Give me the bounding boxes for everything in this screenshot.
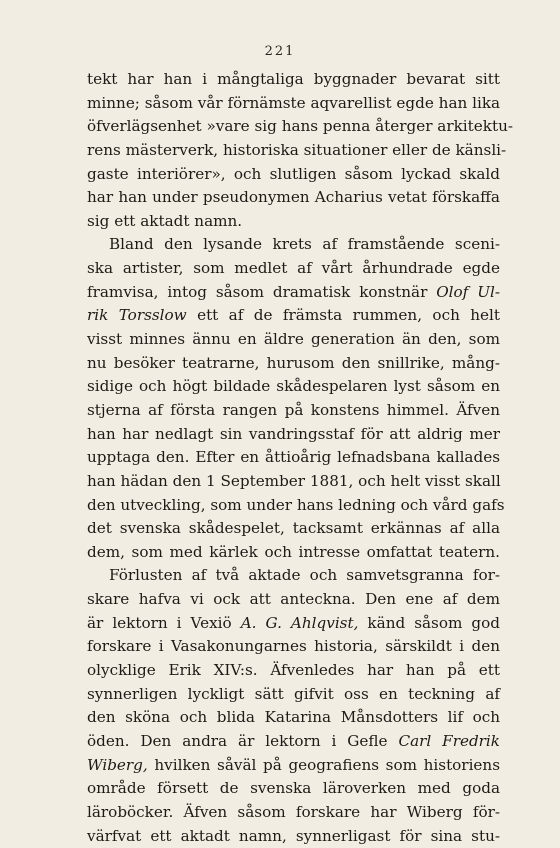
text-line <box>87 186 500 210</box>
text-line <box>87 163 500 187</box>
text-segment: det svenska skådespelet, tacksamt erkännas af alla <box>87 519 500 537</box>
text-line <box>87 210 500 234</box>
text-line <box>87 139 500 163</box>
text-line <box>87 375 500 399</box>
text-segment: värfvat ett aktadt namn, synnerligast för sina stu- <box>87 827 500 845</box>
text-line <box>87 470 500 494</box>
italic-name: Carl Fredrik <box>398 732 500 750</box>
text-segment: nu besöker teatrarne, hurusom den snillrike, mång- <box>87 354 500 372</box>
text-segment: minne; såsom vår förnämste aqvarellist egde han lika <box>87 94 500 112</box>
text-line <box>87 564 500 588</box>
text-segment: framvisa, intog såsom dramatisk konstnär <box>87 283 436 301</box>
text-segment: känd såsom god <box>358 614 500 632</box>
text-line <box>87 754 500 778</box>
text-segment: den utveckling, som under hans ledning och vård gafs <box>87 496 505 514</box>
text-segment: olycklige Erik XIV:s. Äfvenledes har han på ett <box>87 661 500 679</box>
text-segment: upptaga den. Efter en åttioårig lefnadsbana kallades <box>87 448 500 466</box>
text-segment: öfverlägsenhet »vare sig hans penna återger arkitektu- <box>87 117 513 135</box>
text-segment: stjerna af första rangen på konstens himmel. Äfven <box>87 401 500 419</box>
text-line <box>87 659 500 683</box>
text-segment: forskare i Vasakonungarnes historia, särskildt i den <box>87 637 500 655</box>
text-line <box>87 304 500 328</box>
text-line <box>87 92 500 116</box>
body-text <box>87 68 500 848</box>
page-number: 221 <box>0 44 560 59</box>
text-segment: har han under pseudonymen Acharius vetat förskaffa <box>87 188 500 206</box>
text-segment: tekt har han i mångtaliga byggnader bevarat sitt <box>87 70 500 88</box>
text-line <box>87 115 500 139</box>
text-segment: Förlusten af två aktade och samvetsgranna for- <box>109 566 500 584</box>
text-segment: rens mästerverk, historiska situationer eller de känsli- <box>87 141 506 159</box>
text-segment: är lektorn i Vexiö <box>87 614 241 632</box>
text-line <box>87 281 500 305</box>
text-line <box>87 730 500 754</box>
text-segment: läroböcker. Äfven såsom forskare har Wiberg för- <box>87 803 500 821</box>
text-segment: dem, som med kärlek och intresse omfattat teatern. <box>87 543 500 561</box>
text-segment: sig ett aktadt namn. <box>87 212 242 230</box>
text-line <box>87 825 500 848</box>
text-line <box>87 233 500 257</box>
text-segment: han hädan den 1 September 1881, och helt visst skall <box>87 472 501 490</box>
text-line <box>87 399 500 423</box>
text-segment: hvilken såväl på geografiens som historiens <box>148 756 500 774</box>
text-segment: han har nedlagt sin vandringsstaf för att aldrig mer <box>87 425 500 443</box>
text-segment: sidige och högt bildade skådespelaren lyst såsom en <box>87 377 500 395</box>
text-line <box>87 423 500 447</box>
italic-name: Wiberg, <box>87 756 148 774</box>
text-line <box>87 328 500 352</box>
text-line <box>87 635 500 659</box>
text-line <box>87 68 500 92</box>
text-segment: den sköna och blida Katarina Månsdotters lif och <box>87 708 500 726</box>
text-line <box>87 446 500 470</box>
text-line <box>87 706 500 730</box>
text-segment: område försett de svenska läroverken med goda <box>87 779 500 797</box>
text-line <box>87 777 500 801</box>
text-segment: synnerligen lyckligt sätt gifvit oss en teckning af <box>87 685 500 703</box>
text-line <box>87 588 500 612</box>
text-line <box>87 801 500 825</box>
italic-name: A. G. Ahlqvist, <box>241 614 359 632</box>
text-segment: gaste interiörer», och slutligen såsom lyckad skald <box>87 165 500 183</box>
text-segment: visst minnes ännu en äldre generation än den, som <box>87 330 500 348</box>
text-line <box>87 612 500 636</box>
italic-name: Olof Ul- <box>436 283 500 301</box>
text-line <box>87 352 500 376</box>
text-line <box>87 494 500 518</box>
text-line <box>87 517 500 541</box>
italic-name: rik Torsslow <box>87 306 187 324</box>
text-segment: ett af de främsta rummen, och helt <box>187 306 500 324</box>
text-segment: öden. Den andra är lektorn i Gefle <box>87 732 398 750</box>
text-segment: ska artister, som medlet af vårt århundrade egde <box>87 259 500 277</box>
text-line <box>87 683 500 707</box>
text-segment: Bland den lysande krets af framstående sceni- <box>109 235 500 253</box>
text-line <box>87 257 500 281</box>
text-line <box>87 541 500 565</box>
text-segment: skare hafva vi ock att anteckna. Den ene af dem <box>87 590 500 608</box>
